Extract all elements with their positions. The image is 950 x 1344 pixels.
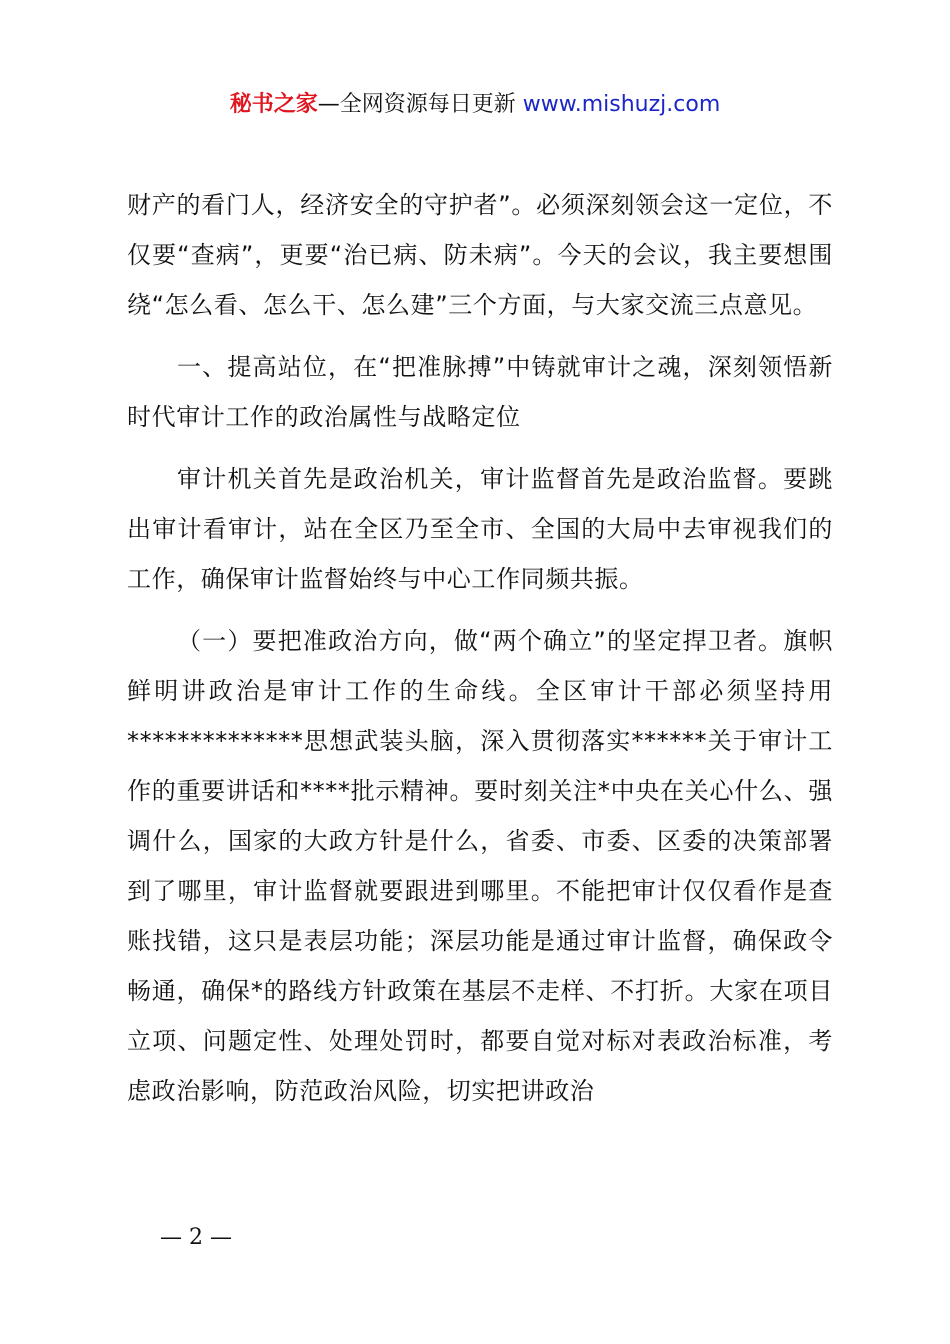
paragraph-section-intro: 审计机关首先是政治机关，审计监督首先是政治监督。要跳出审计看审计，站在全区乃至全市、全国的大局中去审视我们的工作，确保审计监督始终与中心工作同频共振。 — [127, 465, 833, 593]
page-number: — 2 — — [160, 1225, 232, 1250]
section-heading-1: 一、提高站位，在“把准脉搏”中铸就审计之魂，深刻领悟新时代审计工作的政治属性与战略定位 — [127, 353, 833, 431]
document-body — [127, 180, 833, 1116]
paragraph-subsection-1: （一）要把准政治方向，做“两个确立”的坚定捍卫者。旗帜鲜明讲政治是审计工作的生命线。全区审计干部必须坚持用**************思想武装头脑，深入贯彻落实******关于审计工作的重要讲话和****批示精神。要时刻关注*中央在关心什么、强调什么，国家的大政方针是什么，省委、市委、区委的决策部署到了哪里，审计监督就要跟进到哪里。不能把审计仅仅看作是查账找错，这只是表层功能；深层功能是通过审计监督，确保政令畅通，确保*的路线方针政策在基层不走样、不打折。大家在项目立项、问题定性、处理处罚时，都要自觉对标对表政治标准，考虑政治影响，防范政治风险，切实把讲政治 — [127, 627, 833, 1105]
site-brand: 秘书之家 — [229, 92, 318, 117]
site-tagline: —全网资源每日更新 — [317, 92, 523, 117]
site-url-link[interactable]: www.mishuzj.com — [522, 92, 721, 117]
site-header — [0, 88, 950, 122]
paragraph-continuation: 财产的看门人，经济安全的守护者”。必须深刻领会这一定位，不仅要“查病”，更要“治已病、防未病”。今天的会议，我主要想围绕“怎么看、怎么干、怎么建”三个方面，与大家交流三点意见。 — [127, 191, 833, 319]
